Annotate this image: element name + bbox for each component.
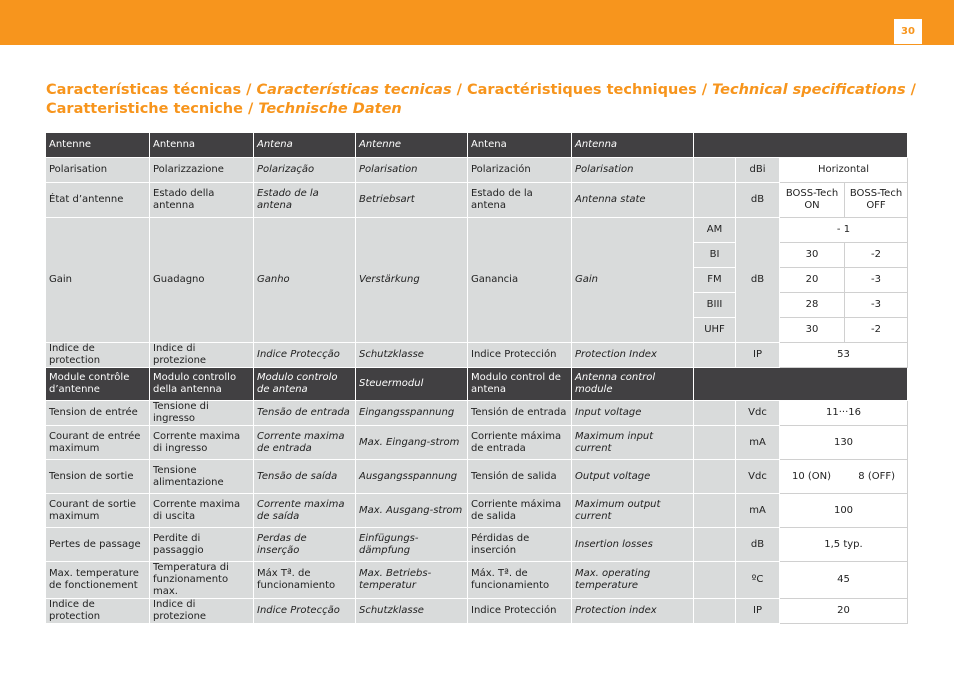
empty-cell: [694, 528, 736, 562]
value-cell-on: 20: [780, 268, 845, 293]
unit-cell: Vdc: [736, 401, 780, 426]
value-cell-on: BOSS-Tech ON: [780, 183, 845, 218]
band-cell: BIII: [694, 293, 736, 318]
header-bar: [0, 0, 954, 45]
unit-cell: dB: [736, 528, 780, 562]
value-cell: Horizontal: [780, 158, 908, 183]
label-de: Max. Ausgang-strom: [356, 494, 468, 528]
label-de: Ausgangsspannung: [356, 460, 468, 494]
label-en: Maximum output current: [572, 494, 694, 528]
label-en: Max. operating temperature: [572, 562, 694, 599]
band-cell: AM: [694, 218, 736, 243]
header-cell: Modulo controlo de antena: [254, 368, 356, 401]
value-cell-on: 28: [780, 293, 845, 318]
value-cell: 130: [780, 426, 908, 460]
table-row: [46, 494, 908, 528]
label-fr: Indice de protection: [46, 599, 150, 624]
label-en: Antenna state: [572, 183, 694, 218]
header-cell: Antenne: [46, 133, 150, 158]
label-en: Insertion losses: [572, 528, 694, 562]
label-it: Tensione alimentazione: [150, 460, 254, 494]
table-row: [46, 528, 908, 562]
value-cell: 45: [780, 562, 908, 599]
value-cell: 11···16: [780, 401, 908, 426]
header-blank: [694, 133, 908, 158]
title-part: Technical specifications: [712, 82, 906, 98]
empty-cell: [694, 562, 736, 599]
band-cell: UHF: [694, 318, 736, 343]
label-it: Polarizzazione: [150, 158, 254, 183]
header-cell: Antenna: [572, 133, 694, 158]
title-part: Características técnicas /: [46, 82, 257, 98]
value-cell-on: 30: [780, 318, 845, 343]
empty-cell: [694, 460, 736, 494]
label-it: Corrente maxima di uscita: [150, 494, 254, 528]
label-pt: Corrente maxima de entrada: [254, 426, 356, 460]
spec-table: [45, 132, 908, 624]
label-pt: Ganho: [254, 218, 356, 343]
value-cell-off: -3: [845, 268, 908, 293]
header-cell: Antenne: [356, 133, 468, 158]
label-es: Tensión de entrada: [468, 401, 572, 426]
label-pt: Máx Tª. de funcionamiento: [254, 562, 356, 599]
label-de: Polarisation: [356, 158, 468, 183]
label-it: Indice di protezione: [150, 599, 254, 624]
header-cell: Modulo control de antena: [468, 368, 572, 401]
label-fr: Tension de entrée: [46, 401, 150, 426]
header-cell: Antenna: [150, 133, 254, 158]
title-part: / Caratteristiche tecniche /: [46, 82, 916, 117]
empty-cell: [694, 426, 736, 460]
unit-cell: mA: [736, 494, 780, 528]
value-off: 8 (OFF): [858, 470, 895, 482]
label-es: Indice Protección: [468, 599, 572, 624]
label-fr: Gain: [46, 218, 150, 343]
label-en: Output voltage: [572, 460, 694, 494]
empty-cell: [694, 599, 736, 624]
label-es: Estado de la antena: [468, 183, 572, 218]
label-de: Betriebsart: [356, 183, 468, 218]
label-en: Polarisation: [572, 158, 694, 183]
label-fr: Polarisation: [46, 158, 150, 183]
header-cell: Antena: [254, 133, 356, 158]
value-cell-off: -2: [845, 243, 908, 268]
table-row: [46, 401, 908, 426]
value-on: 10 (ON): [792, 470, 832, 482]
label-en: Protection Index: [572, 343, 694, 368]
label-pt: Indice Protecção: [254, 599, 356, 624]
label-de: Einfügungs-dämpfung: [356, 528, 468, 562]
label-fr: Indice de protection: [46, 343, 150, 368]
empty-cell: [694, 183, 736, 218]
header-cell: Modulo controllo della antenna: [150, 368, 254, 401]
table-row: [46, 218, 908, 243]
empty-cell: [694, 343, 736, 368]
section-header-antenna: [46, 133, 908, 158]
label-fr: Courant de entrée maximum: [46, 426, 150, 460]
value-cell-off: -3: [845, 293, 908, 318]
value-pair: [784, 471, 903, 483]
label-pt: Estado de la antena: [254, 183, 356, 218]
header-blank: [694, 368, 908, 401]
value-cell: 53: [780, 343, 908, 368]
table-row: [46, 460, 908, 494]
unit-cell: dBi: [736, 158, 780, 183]
label-de: Max. Eingang-strom: [356, 426, 468, 460]
label-de: Schutzklasse: [356, 343, 468, 368]
table-row: [46, 158, 908, 183]
label-es: Pérdidas de inserción: [468, 528, 572, 562]
label-fr: État d’antenne: [46, 183, 150, 218]
label-pt: Tensão de saída: [254, 460, 356, 494]
empty-cell: [694, 401, 736, 426]
label-es: Tensión de salida: [468, 460, 572, 494]
label-fr: Pertes de passage: [46, 528, 150, 562]
label-en: Maximum input current: [572, 426, 694, 460]
table-row: [46, 599, 908, 624]
label-it: Temperatura di funzionamento max.: [150, 562, 254, 599]
band-cell: BI: [694, 243, 736, 268]
unit-cell: dB: [736, 183, 780, 218]
table-row: [46, 562, 908, 599]
header-cell: Module contrôle d’antenne: [46, 368, 150, 401]
label-de: Schutzklasse: [356, 599, 468, 624]
label-pt: Perdas de inserção: [254, 528, 356, 562]
value-cell: 1,5 typ.: [780, 528, 908, 562]
unit-cell: Vdc: [736, 460, 780, 494]
value-cell: [780, 460, 908, 494]
label-pt: Polarização: [254, 158, 356, 183]
label-it: Estado della antenna: [150, 183, 254, 218]
empty-cell: [694, 494, 736, 528]
label-fr: Courant de sortie maximum: [46, 494, 150, 528]
unit-cell: IP: [736, 343, 780, 368]
label-pt: Tensão de entrada: [254, 401, 356, 426]
label-it: Indice di protezione: [150, 343, 254, 368]
header-cell: Antena: [468, 133, 572, 158]
label-pt: Corrente maxima de saída: [254, 494, 356, 528]
label-es: Máx. Tª. de funcionamiento: [468, 562, 572, 599]
title-part: Technische Daten: [258, 100, 402, 117]
label-es: Ganancia: [468, 218, 572, 343]
label-it: Tensione di ingresso: [150, 401, 254, 426]
value-cell: 20: [780, 599, 908, 624]
table-row: [46, 426, 908, 460]
page-title: [46, 81, 916, 118]
value-cell-on: 30: [780, 243, 845, 268]
unit-cell: ºC: [736, 562, 780, 599]
band-cell: FM: [694, 268, 736, 293]
table-row: [46, 183, 908, 218]
label-it: Corrente maxima di ingresso: [150, 426, 254, 460]
label-it: Guadagno: [150, 218, 254, 343]
label-es: Corriente máxima de entrada: [468, 426, 572, 460]
unit-cell: dB: [736, 218, 780, 343]
label-pt: Indice Protecção: [254, 343, 356, 368]
title-part: Características tecnicas: [256, 82, 452, 98]
empty-cell: [694, 158, 736, 183]
value-cell: - 1: [780, 218, 908, 243]
label-fr: Max. temperature de fonctionement: [46, 562, 150, 599]
label-de: Max. Betriebs-temperatur: [356, 562, 468, 599]
header-cell: Antenna control module: [572, 368, 694, 401]
header-cell: Steuermodul: [356, 368, 468, 401]
label-it: Perdite di passaggio: [150, 528, 254, 562]
unit-cell: mA: [736, 426, 780, 460]
label-es: Polarización: [468, 158, 572, 183]
label-de: Eingangsspannung: [356, 401, 468, 426]
section-header-control-module: [46, 368, 908, 401]
label-en: Protection index: [572, 599, 694, 624]
page-number: 30: [894, 19, 922, 44]
unit-cell: IP: [736, 599, 780, 624]
label-es: Indice Protección: [468, 343, 572, 368]
label-fr: Tension de sortie: [46, 460, 150, 494]
value-cell-off: -2: [845, 318, 908, 343]
table-row: [46, 343, 908, 368]
label-en: Input voltage: [572, 401, 694, 426]
title-part: / Caractéristiques techniques /: [451, 82, 713, 98]
label-en: Gain: [572, 218, 694, 343]
value-cell: 100: [780, 494, 908, 528]
label-de: Verstärkung: [356, 218, 468, 343]
value-cell-off: BOSS-Tech OFF: [845, 183, 908, 218]
label-es: Corriente máxima de salida: [468, 494, 572, 528]
